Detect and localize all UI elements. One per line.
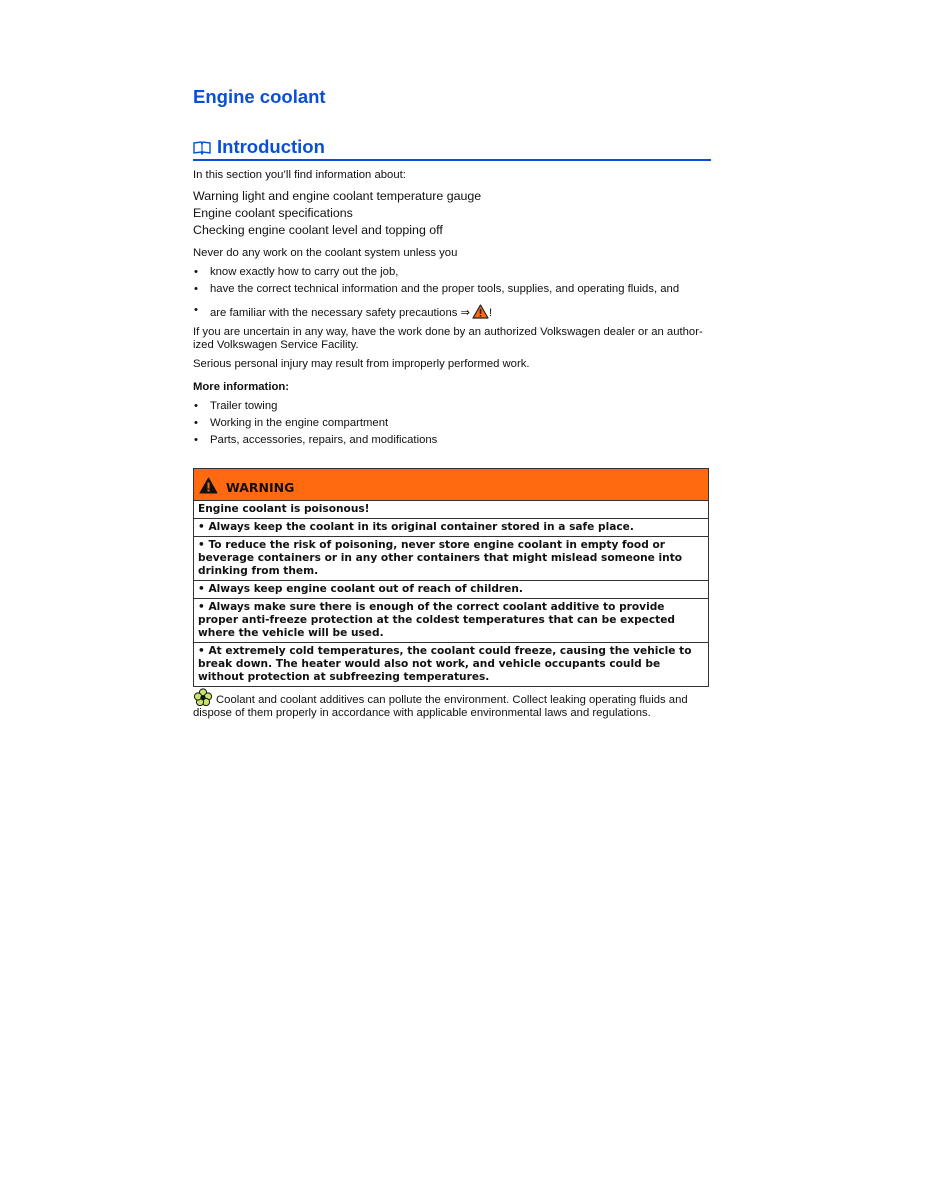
list-item[interactable] — [193, 417, 711, 430]
injury-text: Serious personal injury may result from improperly performed work. — [193, 358, 530, 370]
list-item-text[interactable]: Parts, accessories, repairs, and modifications — [210, 434, 438, 446]
warning-label: WARNING — [226, 480, 295, 495]
more-info-list — [193, 400, 711, 447]
warning-item: • Always keep engine coolant out of reach of children. — [194, 580, 708, 598]
warning-item: • At extremely cold temperatures, the coolant could freeze, causing the vehicle to break down. The heater would also not work, and vehicle occupants could be without protection at subfreezing temperatures. — [194, 642, 708, 686]
flower-icon — [193, 688, 213, 706]
environment-text: Coolant and coolant additives can pollute the environment. Collect leaking operating fluids and dispose of them properly in accordance with applicable environmental laws and regulations. — [193, 694, 688, 719]
warning-icon — [199, 477, 218, 494]
book-icon — [193, 141, 211, 155]
page-title: Engine coolant — [193, 86, 326, 107]
list-item — [193, 304, 711, 320]
list-item — [193, 266, 711, 279]
section-header — [193, 134, 711, 161]
warning-header — [194, 469, 708, 500]
list-item[interactable] — [193, 400, 711, 413]
conditions-list — [193, 266, 711, 320]
never-text: Never do any work on the coolant system unless you — [193, 247, 458, 259]
topic-link[interactable]: Engine coolant specifications — [193, 206, 353, 220]
intro-text: In this section you’ll find information about: — [193, 169, 406, 181]
section-body — [193, 169, 711, 453]
warning-box — [193, 468, 709, 687]
warning-item: • Always make sure there is enough of the correct coolant additive to provide proper anti-freeze protection at the coldest temperatures that can be expected where the vehicle will be used. — [194, 598, 708, 642]
environment-note — [193, 688, 711, 720]
section-title: Introduction — [217, 135, 325, 157]
list-item-text: have the correct technical information and the proper tools, supplies, and operating fluids, and — [210, 283, 680, 295]
more-info-heading: More information: — [193, 381, 290, 393]
warning-triangle-icon[interactable] — [472, 304, 489, 319]
list-item-text: know exactly how to carry out the job, — [210, 266, 399, 278]
warning-item: • To reduce the risk of poisoning, never store engine coolant in empty food or beverage containers or in any other containers that might mislead someone into drinking from them. — [194, 536, 708, 580]
list-item-text[interactable]: Trailer towing — [210, 400, 278, 412]
list-item-suffix: ! — [489, 307, 493, 319]
topic-link[interactable]: Checking engine coolant level and topping off — [193, 223, 443, 237]
topic-list — [193, 188, 711, 239]
warning-item: • Always keep the coolant in its original container stored in a safe place. — [194, 518, 708, 536]
topic-link[interactable]: Warning light and engine coolant temperature gauge — [193, 189, 482, 203]
warning-heading: Engine coolant is poisonous! — [194, 500, 708, 518]
list-item — [193, 283, 711, 296]
list-item-text[interactable]: Working in the engine compartment — [210, 417, 389, 429]
uncertain-text: If you are uncertain in any way, have the work done by an authorized Volkswagen dealer or an author-ized Volkswagen Service Facility. — [193, 326, 703, 351]
list-item[interactable] — [193, 434, 711, 447]
list-item-text: are familiar with the necessary safety precautions ⇒ — [210, 307, 470, 319]
